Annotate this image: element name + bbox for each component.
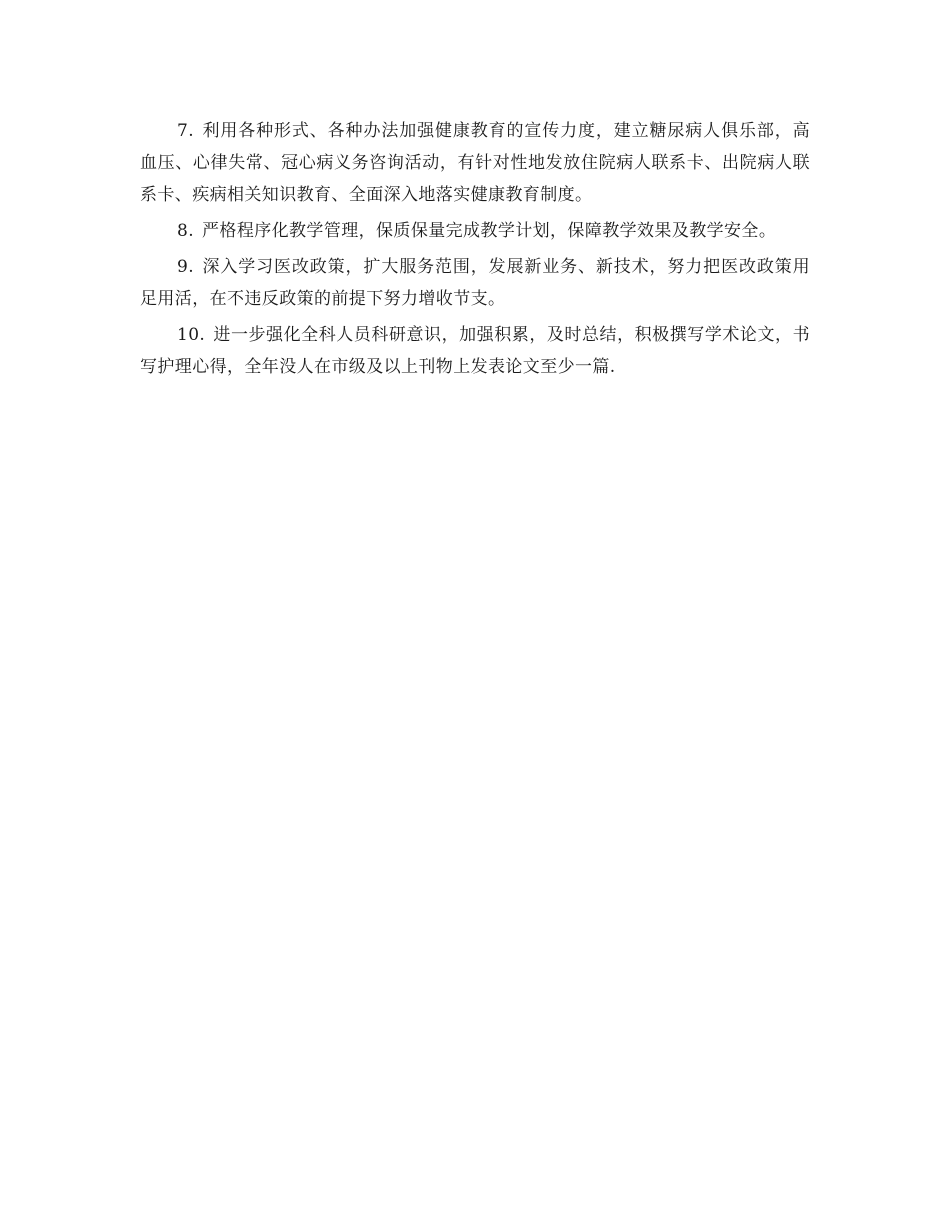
list-item-8 [140, 215, 810, 247]
item-text: 严格程序化教学管理，保质保量完成教学计划，保障教学效果及教学安全。 [202, 221, 777, 241]
item-number: 10. [177, 325, 206, 345]
item-text: 利用各种形式、各种办法加强健康教育的宣传力度，建立糖尿病人俱乐部，高血压、心律失常、冠心病义务咨询活动，有针对性地发放住院病人联系卡、出院病人联系卡、疾病相关知识教育、全面深入地落实健康教育制度。 [140, 121, 810, 205]
item-number: 8. [177, 221, 195, 241]
list-item-9 [140, 251, 810, 315]
item-text: 进一步强化全科人员科研意识，加强积累，及时总结，积极撰写学术论文，书写护理心得，全年没人在市级及以上刊物上发表论文至少一篇. [140, 325, 810, 377]
item-number: 7. [177, 121, 195, 141]
item-number: 9. [177, 257, 195, 277]
document-body [140, 115, 810, 387]
list-item-10 [140, 319, 810, 383]
item-text: 深入学习医改政策，扩大服务范围，发展新业务、新技术，努力把医改政策用足用活，在不违反政策的前提下努力增收节支。 [140, 257, 810, 309]
list-item-7 [140, 115, 810, 211]
